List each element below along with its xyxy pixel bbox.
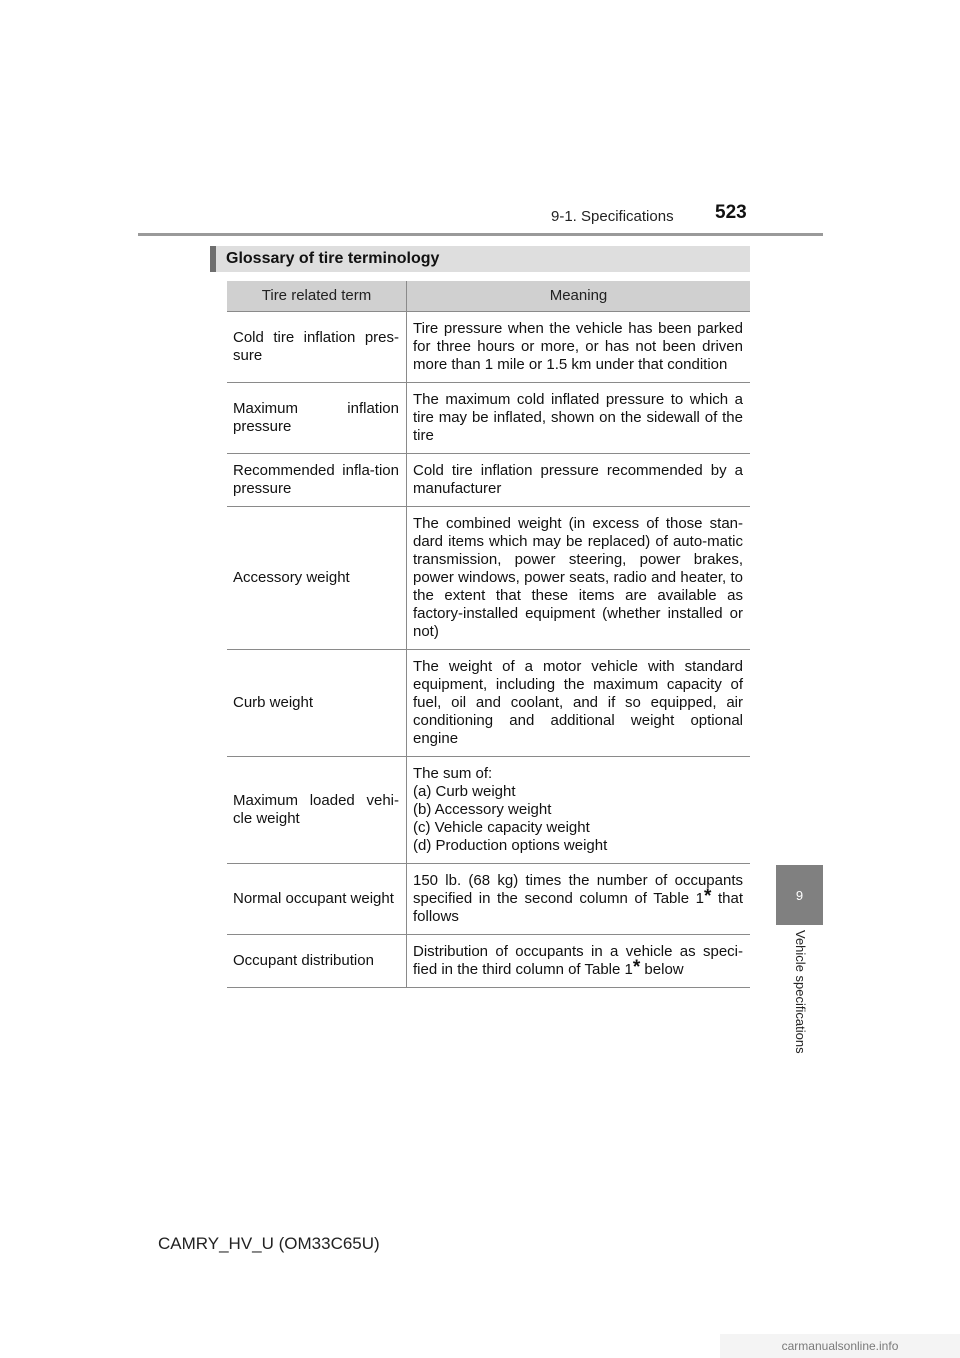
term-cell: Cold tire inflation pres-sure (227, 312, 407, 383)
meaning-line: (d) Production options weight (413, 837, 608, 854)
table-row (227, 650, 750, 757)
meaning-cell: The maximum cold inflated pressure to which a tire may be inflated, shown on the sidewall of the tire (407, 383, 751, 454)
chapter-tab (776, 865, 823, 925)
chapter-label: Vehicle specifications (793, 930, 808, 1054)
footnote-asterisk: * (703, 886, 712, 907)
table-row (227, 312, 750, 383)
table-row (227, 757, 750, 864)
table-header-row (227, 281, 750, 312)
meaning-cell: The weight of a motor vehicle with standard equipment, including the maximum capacity of fuel, oil and coolant, and if so equipped, air conditioning and additional weight optional engine (407, 650, 751, 757)
table-row (227, 507, 750, 650)
meaning-cell (407, 757, 751, 864)
table-row (227, 935, 750, 988)
meaning-text: Distribution of occupants in a vehicle as speci-fied in the third column of Table 1 (413, 943, 743, 978)
table-row (227, 383, 750, 454)
page-number: 523 (715, 202, 747, 223)
footnote-asterisk: * (632, 957, 641, 978)
term-cell: Accessory weight (227, 507, 407, 650)
meaning-cell: Cold tire inflation pressure recommended by a manufacturer (407, 454, 751, 507)
term-cell: Maximum inflation pressure (227, 383, 407, 454)
section-title: 9-1. Specifications (551, 208, 674, 225)
term-cell: Normal occupant weight (227, 864, 407, 935)
term-cell: Occupant distribution (227, 935, 407, 988)
meaning-text: that follows (413, 890, 743, 925)
column-header-meaning: Meaning (407, 281, 751, 312)
column-header-term: Tire related term (227, 281, 407, 312)
term-cell: Recommended infla-tion pressure (227, 454, 407, 507)
meaning-cell: The combined weight (in excess of those stan-dard items which may be replaced) of auto-matic transmission, power steering, power brakes, power windows, power seats, radio and heater, to the extent that these items are available as factory-installed equipment (whether installed or not) (407, 507, 751, 650)
meaning-line: (a) Curb weight (413, 783, 516, 800)
meaning-text: below (640, 961, 684, 978)
meaning-cell: Tire pressure when the vehicle has been parked for three hours or more, or has not been driven more than 1 mile or 1.5 km under that condition (407, 312, 751, 383)
section-heading: Glossary of tire terminology (210, 246, 750, 272)
document-code: CAMRY_HV_U (OM33C65U) (158, 1234, 380, 1253)
watermark-link[interactable]: carmanualsonline.info (720, 1334, 960, 1358)
meaning-line: (b) Accessory weight (413, 801, 552, 818)
meaning-cell (407, 864, 751, 935)
term-cell: Curb weight (227, 650, 407, 757)
term-cell: Maximum loaded vehi-cle weight (227, 757, 407, 864)
chapter-number: 9 (795, 887, 804, 903)
tire-terminology-table (227, 281, 750, 988)
meaning-line: (c) Vehicle capacity weight (413, 819, 590, 836)
table-row (227, 864, 750, 935)
meaning-text: 150 lb. (68 kg) times the number of occupants specified in the second column of Table 1 (413, 872, 743, 907)
meaning-line: The sum of: (413, 765, 493, 782)
meaning-cell (407, 935, 751, 988)
table-row (227, 454, 750, 507)
header-divider (138, 233, 823, 236)
